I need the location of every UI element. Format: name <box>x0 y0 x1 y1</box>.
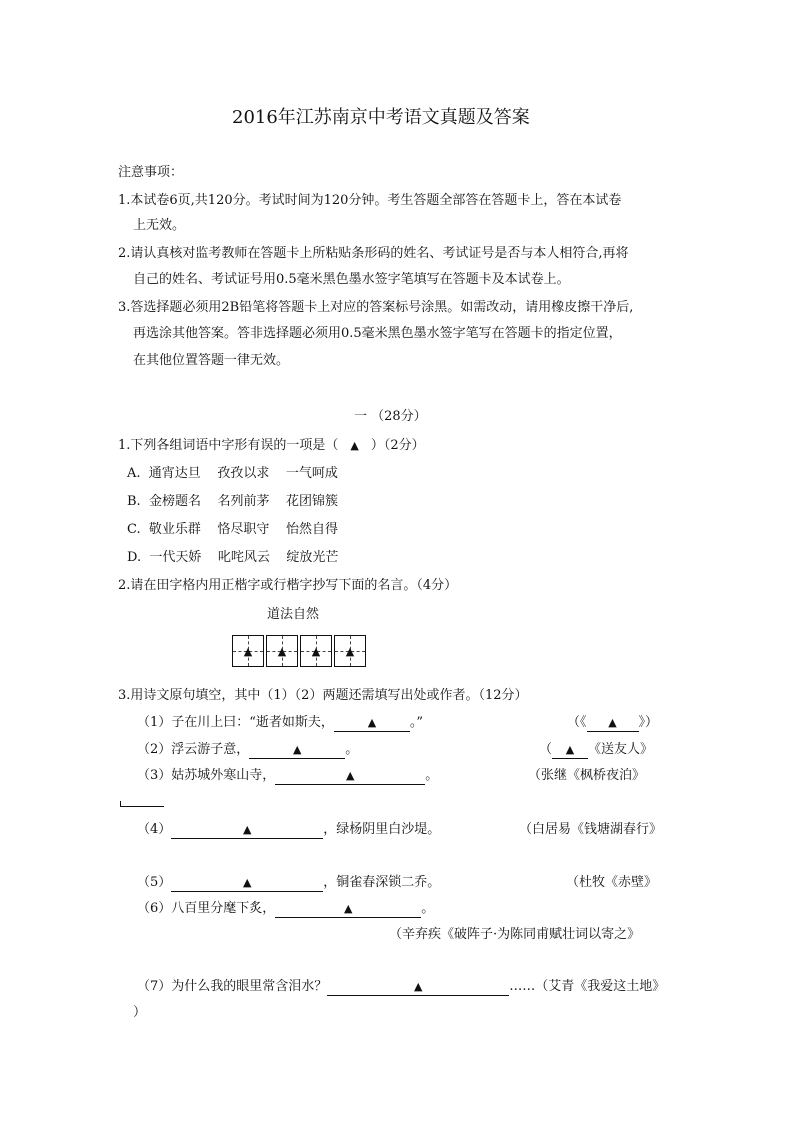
q1-option-a: A. 通宵达旦 孜孜以求 一气呵成 <box>127 466 338 481</box>
q3-line-4 <box>137 820 440 840</box>
q3-line-2 <box>137 740 358 760</box>
q1-option-d: D. 一代天娇 叱咤风云 绽放光芒 <box>127 550 339 565</box>
notice-item-1-line-2: 上无效。 <box>133 218 186 233</box>
triangle-marker: ▲ <box>243 644 253 658</box>
triangle-marker: ▲ <box>345 644 355 658</box>
triangle-marker: ▲ <box>565 743 575 756</box>
q3-line-5 <box>137 873 440 893</box>
answer-blank[interactable] <box>587 715 639 732</box>
q2-motto: 道法自然 <box>267 607 320 622</box>
q3-line-4-source: （白居易《钱塘湖春行》 <box>519 822 663 837</box>
notice-heading: 注意事项： <box>118 165 184 180</box>
source-title: 《送友人》 <box>588 742 654 757</box>
triangle-marker: ▲ <box>243 876 252 889</box>
q3-stem: 3.用诗文原句填空，其中（1）（2）两题还需填写出处或作者。（12分） <box>118 688 528 703</box>
answer-blank[interactable] <box>552 742 588 759</box>
tianzige-cell[interactable] <box>266 635 298 667</box>
q3-line-3-source: （张继《枫桥夜泊》 <box>528 768 646 783</box>
source-close: 》） <box>638 715 659 730</box>
q1-option-b: B. 金榜题名 名列前茅 花团锦簇 <box>127 494 339 509</box>
q1-stem-post: ）（2分） <box>370 438 425 453</box>
q3-line-6 <box>137 899 434 919</box>
divider-line <box>120 806 164 807</box>
notice-item-2-line-2: 自己的姓名、考试证号用0.5毫米黑色墨水签字笔填写在答题卡及本试卷上。 <box>133 272 570 287</box>
q3-line-7-text: （7）为什么我的眼里常含泪水？ <box>137 979 328 994</box>
triangle-marker: ▲ <box>414 980 423 993</box>
tianzige-grid <box>232 635 366 667</box>
answer-blank[interactable] <box>171 875 323 892</box>
tianzige-cell[interactable] <box>232 635 264 667</box>
q3-line-6-end: 。 <box>421 901 435 916</box>
q3-line-1 <box>137 713 423 733</box>
notice-item-3-line-2: 再选涂其他答案。答非选择题必须用0.5毫米黑色墨水签字笔写在答题卡的指定位置， <box>133 326 622 341</box>
q1-stem-pre: 1.下列各组词语中字形有误的一项是（ <box>118 438 339 453</box>
answer-blank[interactable] <box>275 901 421 918</box>
q3-line-2-text: （2）浮云游子意， <box>137 742 250 757</box>
tianzige-cell[interactable] <box>300 635 332 667</box>
q2-stem: 2.请在田字格内用正楷字或行楷字抄写下面的名言。（4分） <box>118 578 458 593</box>
q1-stem <box>118 436 425 456</box>
triangle-marker: ▲ <box>608 716 617 729</box>
notice-item-3-line-3: 在其他位置答题一律无效。 <box>133 353 290 368</box>
answer-blank[interactable] <box>275 768 425 785</box>
q3-line-7 <box>137 977 665 997</box>
answer-blank[interactable] <box>327 979 509 996</box>
q3-line-4-end: ，绿杨阴里白沙堤。 <box>323 822 441 837</box>
q3-line-3 <box>137 766 438 786</box>
source-open: （ <box>539 742 553 757</box>
q3-line-1-text: （1）子在川上曰：“逝者如斯夫， <box>137 715 334 730</box>
notice-item-3-line-1: 3.答选择题必须用2B铅笔将答题卡上对应的答案标号涂黑。如需改动，请用橡皮擦干净后, <box>118 300 634 315</box>
section-heading: 一 （28分） <box>354 409 427 424</box>
q3-line-7-tail: ） <box>133 1005 147 1020</box>
q3-line-6-source: （辛弃疾《破阵子·为陈同甫赋壮词以寄之》 <box>389 927 641 942</box>
triangle-marker: ▲ <box>277 644 287 658</box>
q3-line-5-source: （杜牧《赤壁》 <box>566 875 658 890</box>
q3-line-2-source <box>539 740 653 760</box>
q3-line-5-end: ，铜雀春深锁二乔。 <box>323 875 441 890</box>
q3-line-5-text: （5） <box>137 875 172 890</box>
answer-blank[interactable] <box>334 715 410 732</box>
tianzige-cell[interactable] <box>334 635 366 667</box>
q3-line-1-end: 。” <box>409 715 424 730</box>
q3-line-4-text: （4） <box>137 822 172 837</box>
answer-blank[interactable] <box>171 822 323 839</box>
triangle-marker: ▲ <box>367 716 377 729</box>
q1-option-c: C. 敬业乐群 恪尽职守 怡然自得 <box>127 522 338 537</box>
triangle-marker: ▲ <box>293 743 302 756</box>
q3-line-1-source <box>567 713 658 733</box>
notice-item-2-line-1: 2.请认真核对监考教师在答题卡上所粘贴条形码的姓名、考试证号是否与本人相符合,再将 <box>118 246 629 261</box>
triangle-marker: ▲ <box>350 439 359 452</box>
answer-blank[interactable] <box>249 742 345 759</box>
page-title: 2016年江苏南京中考语文真题及答案 <box>232 107 530 128</box>
triangle-marker: ▲ <box>346 769 355 782</box>
q3-line-2-end: 。 <box>345 742 359 757</box>
q3-line-7-source: ……（艾青《我爱这土地》 <box>509 979 666 994</box>
q3-line-6-text: （6）八百里分麾下炙， <box>137 901 276 916</box>
triangle-marker: ▲ <box>344 902 353 915</box>
notice-item-1-line-1: 1.本试卷6页,共120分。考试时间为120分钟。考生答题全部答在答题卡上，答在本试卷 <box>118 193 622 208</box>
q3-line-3-end: 。 <box>425 768 439 783</box>
q3-line-3-text: （3）姑苏城外寒山寺， <box>137 768 276 783</box>
source-open: （《 <box>567 715 587 730</box>
triangle-marker: ▲ <box>311 644 321 658</box>
triangle-marker: ▲ <box>243 823 252 836</box>
